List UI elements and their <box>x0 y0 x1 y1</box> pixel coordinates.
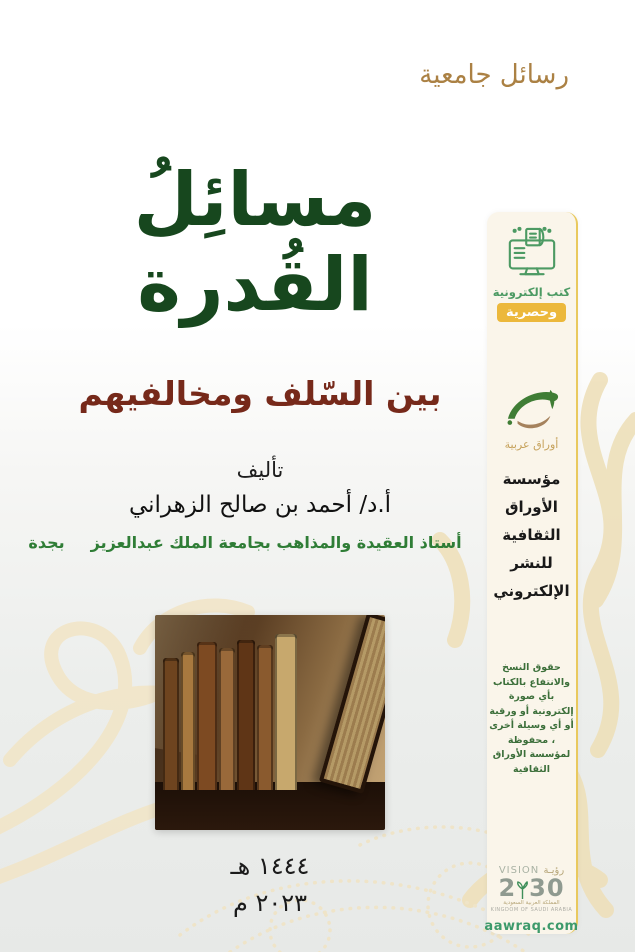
book-spine <box>275 634 297 790</box>
hijri-year: ١٤٤٤ هـ <box>230 852 310 880</box>
vision-label-en: VISION <box>498 865 540 876</box>
series-label: رسائل جامعية <box>419 60 569 90</box>
ebook-label: كتب إلكترونية <box>492 284 571 299</box>
copyright-line: لمؤسسة الأوراق الثقافية <box>492 749 571 775</box>
book-title: مسائِلُ القُدرة <box>133 157 377 329</box>
books-photo <box>155 615 385 830</box>
book-subtitle: بين السّلف ومخالفيهم <box>78 374 442 413</box>
author-affiliation <box>20 533 470 552</box>
book-spine <box>163 658 179 790</box>
vision-label-ar: رؤيـة <box>543 865 565 876</box>
vision-country-ar: المملكة العربية السعودية <box>503 900 560 906</box>
publisher-name-line: للنشر <box>510 554 553 572</box>
gregorian-year: ٢٠٢٣ م <box>232 889 308 917</box>
publication-dates <box>150 852 390 917</box>
affiliation-text: أستاذ العقيدة والمذاهب بجامعة الملك عبدالعزيز <box>90 533 462 552</box>
copyright-line: بأي صورة إلكترونية أو ورقية <box>489 691 574 717</box>
copyright-line: أو أي وسيلة أخرى ، محفوظة <box>489 720 574 746</box>
vision-year-left: 2 <box>498 874 517 902</box>
publisher-name-line: مؤسسة <box>502 470 561 488</box>
book-spine <box>237 640 255 790</box>
saudi-vision-2030-logo <box>491 865 573 914</box>
book-spine <box>257 645 273 790</box>
publisher-name-block <box>493 465 569 605</box>
copyright-line: حقوق النسخ والانتفاع بالكتاب <box>492 662 571 688</box>
vision-country-en: KINGDOM OF SAUDI ARABIA <box>490 907 573 913</box>
author-name: أ.د/ أحمد بن صالح الزهراني <box>128 492 392 518</box>
awraq-arabia-logo-icon <box>501 386 563 436</box>
publisher-website: aawraq.com <box>484 919 579 934</box>
palm-tree-icon <box>516 881 529 900</box>
vision-year <box>491 876 573 900</box>
book-spine <box>181 652 195 790</box>
copyright-notice <box>487 661 576 777</box>
publisher-name-line: الأوراق <box>505 498 558 516</box>
publisher-name-line: الإلكتروني <box>493 582 570 600</box>
publisher-logo-text: أوراق عربية <box>504 438 559 451</box>
vision-year-right: 30 <box>529 874 565 902</box>
publisher-sidebar <box>484 212 579 934</box>
tilted-book <box>319 615 385 794</box>
publisher-name-line: الثقافية <box>502 526 561 544</box>
book-spine <box>197 642 217 790</box>
byline-label: تأليف <box>236 458 284 482</box>
ebook-monitor-icon <box>500 226 564 282</box>
ebook-exclusive-badge: وحصرية <box>497 303 566 322</box>
affiliation-city: بجدة <box>28 533 65 552</box>
book-spine <box>219 648 235 790</box>
